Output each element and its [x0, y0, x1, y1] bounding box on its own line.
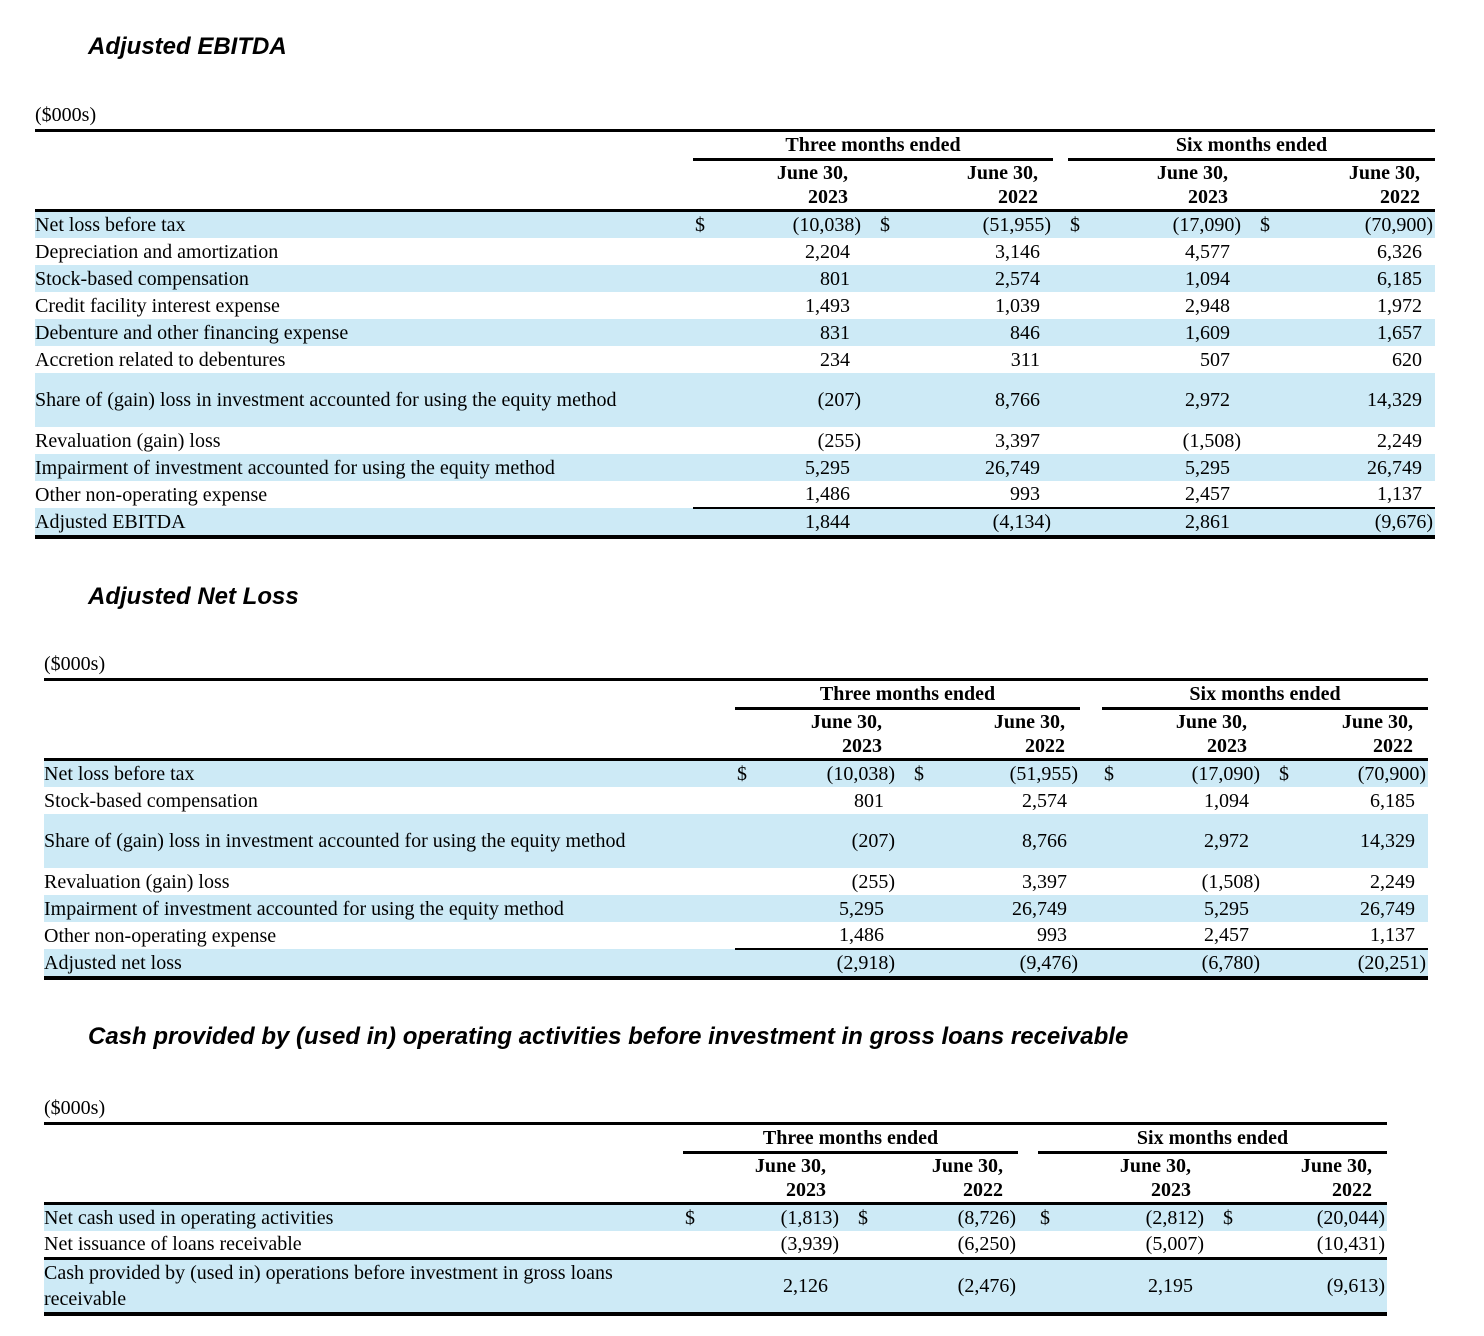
spacer-cell	[1080, 949, 1102, 978]
currency-cell	[863, 373, 895, 427]
currency-cell: $	[863, 211, 895, 239]
value-cell: (3,939)	[713, 1231, 841, 1259]
value-cell: 26,749	[895, 454, 1053, 481]
currency-cell: $	[841, 1204, 876, 1232]
spacer-cell	[897, 709, 932, 760]
value-cell: 2,204	[805, 240, 850, 263]
value-cell: 234	[820, 348, 850, 371]
value-cell: 1,609	[1098, 319, 1243, 346]
value-cell: (207)	[723, 373, 863, 427]
currency-cell	[693, 373, 723, 427]
value-cell: (5,007)	[1068, 1231, 1206, 1259]
value-cell: 1,844	[723, 508, 863, 537]
spacer-cell	[841, 1153, 876, 1204]
value-cell: 3,397	[1022, 870, 1067, 893]
col-header-june-30-2023: June 30, 2023	[1132, 709, 1262, 760]
currency-cell	[1243, 481, 1277, 508]
currency-cell	[863, 265, 895, 292]
spacer-cell	[1018, 1153, 1038, 1204]
value-cell: (17,090)	[1132, 760, 1262, 788]
value-cell: 1,137	[1277, 481, 1435, 508]
value-cell: 1,657	[1277, 319, 1435, 346]
value-cell: 5,295	[723, 454, 863, 481]
value-cell: 311	[1010, 348, 1040, 371]
value-cell: 4,577	[1185, 240, 1230, 263]
currency-cell	[1068, 346, 1098, 373]
currency-cell	[1262, 787, 1297, 814]
table-row	[35, 238, 1435, 265]
currency-cell	[897, 868, 932, 895]
value-cell: (20,044)	[1241, 1204, 1387, 1232]
row-label: Revaluation (gain) loss	[44, 870, 230, 893]
col-header-june-30-2023: June 30, 2023	[765, 709, 897, 760]
table-row	[35, 265, 1435, 292]
table-row	[44, 922, 1428, 949]
column-header-row	[35, 160, 1435, 211]
currency-cell	[693, 427, 723, 454]
spacer-cell	[1053, 481, 1068, 508]
spacer-cell	[1053, 211, 1068, 239]
column-group-row	[35, 131, 1435, 160]
value-cell: (6,250)	[876, 1231, 1018, 1259]
value-cell: 2,457	[1132, 922, 1262, 949]
currency-cell	[1102, 814, 1132, 868]
currency-cell	[863, 292, 895, 319]
value-cell: 2,948	[1185, 294, 1230, 317]
currency-cell	[1243, 265, 1277, 292]
spacer-cell	[1053, 346, 1068, 373]
row-label: Net cash used in operating activities	[44, 1204, 683, 1232]
currency-cell	[1068, 292, 1098, 319]
currency-cell: $	[897, 760, 932, 788]
table-row	[44, 787, 1428, 814]
units-row	[35, 100, 1435, 131]
value-cell: 620	[1392, 348, 1423, 371]
column-header-row	[44, 709, 1428, 760]
currency-cell	[735, 814, 765, 868]
col-header-june-30-2022: June 30, 2022	[895, 160, 1053, 211]
table-row	[44, 895, 1428, 922]
currency-cell	[1068, 319, 1098, 346]
section-title-adjusted-ebitda: Adjusted EBITDA	[88, 33, 287, 60]
currency-cell	[1243, 508, 1277, 537]
adjusted-ebitda-table	[35, 100, 1435, 539]
currency-cell	[693, 238, 723, 265]
currency-cell	[1068, 238, 1098, 265]
currency-cell	[1068, 427, 1098, 454]
col-group-six-months: Six months ended	[1102, 680, 1428, 709]
spacer-cell	[1053, 427, 1068, 454]
value-cell: (4,134)	[895, 508, 1053, 537]
value-cell: 14,329	[1277, 373, 1435, 427]
currency-cell	[1068, 265, 1098, 292]
value-cell: 5,295	[1098, 454, 1243, 481]
table-row	[35, 346, 1435, 373]
currency-cell	[683, 1231, 713, 1259]
spacer-cell	[35, 160, 693, 211]
value-cell: 2,126	[713, 1259, 841, 1315]
spacer-cell	[1068, 160, 1098, 211]
value-cell: 6,326	[1377, 240, 1423, 263]
spacer-cell	[1053, 131, 1068, 160]
spacer-cell	[1018, 1259, 1038, 1315]
value-cell: (10,038)	[723, 211, 863, 239]
row-label: Accretion related to debentures	[35, 348, 286, 371]
currency-cell	[693, 508, 723, 537]
row-label: Net loss before tax	[44, 760, 735, 788]
currency-cell	[693, 292, 723, 319]
value-cell: 6,185	[1277, 265, 1435, 292]
units-label: ($000s)	[44, 649, 1428, 680]
currency-cell	[863, 481, 895, 508]
currency-cell	[1243, 319, 1277, 346]
currency-cell: $	[735, 760, 765, 788]
units-row	[44, 649, 1428, 680]
spacer-cell	[1080, 895, 1102, 922]
currency-cell	[1102, 922, 1132, 949]
value-cell: 2,972	[1132, 814, 1262, 868]
spacer-cell	[1053, 319, 1068, 346]
value-cell: 1,486	[765, 922, 897, 949]
col-group-three-months: Three months ended	[735, 680, 1080, 709]
table-row	[35, 211, 1435, 239]
currency-cell	[735, 895, 765, 922]
currency-cell	[693, 481, 723, 508]
currency-cell	[1068, 454, 1098, 481]
total-row	[35, 508, 1435, 537]
value-cell: 26,749	[1277, 454, 1435, 481]
currency-cell	[863, 238, 895, 265]
spacer-cell	[1053, 238, 1068, 265]
currency-cell	[897, 787, 932, 814]
spacer-cell	[1080, 760, 1102, 788]
spacer-cell	[44, 1153, 683, 1204]
col-group-six-months: Six months ended	[1068, 131, 1435, 160]
table-row	[44, 814, 1428, 868]
column-group-row	[44, 680, 1428, 709]
currency-cell	[863, 319, 895, 346]
table-row	[35, 427, 1435, 454]
currency-cell	[1262, 868, 1297, 895]
currency-cell	[693, 454, 723, 481]
value-cell: (1,508)	[1201, 870, 1260, 893]
value-cell: (10,431)	[1241, 1231, 1387, 1259]
currency-cell	[1068, 481, 1098, 508]
currency-cell	[1243, 346, 1277, 373]
currency-cell	[1068, 508, 1098, 537]
value-cell: (70,900)	[1297, 760, 1428, 788]
value-cell: (51,955)	[932, 760, 1080, 788]
col-header-june-30-2022: June 30, 2022	[1277, 160, 1435, 211]
value-cell: 6,185	[1370, 789, 1416, 812]
table-row	[35, 454, 1435, 481]
col-group-three-months: Three months ended	[693, 131, 1053, 160]
col-header-june-30-2023: June 30, 2023	[723, 160, 863, 211]
units-label: ($000s)	[44, 1093, 1387, 1124]
section-title-cash-operating: Cash provided by (used in) operating activities before investment in gross loans receivable	[88, 1023, 1129, 1050]
table-row	[35, 373, 1435, 427]
value-cell: 2,574	[1022, 789, 1067, 812]
row-label: Credit facility interest expense	[35, 294, 280, 317]
value-cell: 993	[895, 481, 1053, 508]
currency-cell	[735, 949, 765, 978]
row-label: Other non-operating expense	[44, 924, 277, 947]
table-row	[35, 292, 1435, 319]
value-cell: 2,249	[1377, 429, 1423, 452]
total-row	[44, 1259, 1387, 1315]
value-cell: (9,676)	[1277, 508, 1435, 537]
spacer-cell	[1053, 454, 1068, 481]
currency-cell	[863, 454, 895, 481]
currency-cell	[897, 814, 932, 868]
value-cell: 846	[895, 319, 1053, 346]
spacer-cell	[1053, 508, 1068, 537]
value-cell: (8,726)	[876, 1204, 1018, 1232]
currency-cell	[1262, 922, 1297, 949]
spacer-cell	[1018, 1204, 1038, 1232]
column-group-row	[44, 1124, 1387, 1153]
value-cell: 3,146	[995, 240, 1040, 263]
row-label: Net loss before tax	[35, 211, 693, 239]
value-cell: 1,039	[995, 294, 1040, 317]
currency-cell: $	[1243, 211, 1277, 239]
row-label: Revaluation (gain) loss	[35, 429, 221, 452]
currency-cell: $	[1262, 760, 1297, 788]
spacer-cell	[735, 709, 765, 760]
row-label: Impairment of investment accounted for using the equity method	[35, 454, 693, 481]
spacer-cell	[1206, 1153, 1241, 1204]
value-cell: 1,486	[723, 481, 863, 508]
currency-cell	[1243, 292, 1277, 319]
currency-cell	[693, 319, 723, 346]
row-label: Impairment of investment accounted for using the equity method	[44, 895, 735, 922]
currency-cell: $	[1038, 1204, 1068, 1232]
row-label: Adjusted net loss	[44, 949, 735, 978]
value-cell: (1,508)	[1182, 429, 1241, 452]
spacer-cell	[1053, 265, 1068, 292]
row-label: Other non-operating expense	[35, 483, 268, 506]
currency-cell: $	[693, 211, 723, 239]
spacer-cell	[1053, 373, 1068, 427]
value-cell: 831	[723, 319, 863, 346]
currency-cell	[735, 787, 765, 814]
col-header-june-30-2023: June 30, 2023	[1098, 160, 1243, 211]
value-cell: 1,137	[1297, 922, 1428, 949]
spacer-cell	[1080, 922, 1102, 949]
currency-cell	[897, 895, 932, 922]
currency-cell	[1262, 949, 1297, 978]
value-cell: 5,295	[1132, 895, 1262, 922]
spacer-cell	[35, 131, 693, 160]
currency-cell	[1102, 868, 1132, 895]
spacer-cell	[44, 1124, 683, 1153]
col-header-june-30-2023: June 30, 2023	[1068, 1153, 1206, 1204]
row-label: Share of (gain) loss in investment accounted for using the equity method	[44, 814, 735, 868]
currency-cell	[735, 868, 765, 895]
spacer-cell	[1262, 709, 1297, 760]
value-cell: 5,295	[765, 895, 897, 922]
currency-cell	[1206, 1259, 1241, 1315]
currency-cell	[1243, 238, 1277, 265]
currency-cell	[841, 1259, 876, 1315]
row-label: Net issuance of loans receivable	[44, 1231, 683, 1259]
col-header-june-30-2022: June 30, 2022	[876, 1153, 1018, 1204]
spacer-cell	[1080, 814, 1102, 868]
value-cell: (2,476)	[876, 1259, 1018, 1315]
row-label: Cash provided by (used in) operations before investment in gross loans receivable	[44, 1259, 683, 1315]
currency-cell	[1243, 427, 1277, 454]
spacer-cell	[1080, 868, 1102, 895]
col-header-june-30-2023: June 30, 2023	[713, 1153, 841, 1204]
value-cell: 1,094	[1098, 265, 1243, 292]
currency-cell	[1038, 1259, 1068, 1315]
currency-cell	[897, 949, 932, 978]
col-group-six-months: Six months ended	[1038, 1124, 1387, 1153]
currency-cell	[1102, 895, 1132, 922]
spacer-cell	[1080, 709, 1102, 760]
value-cell: 1,493	[805, 294, 850, 317]
value-cell: (20,251)	[1297, 949, 1428, 978]
col-header-june-30-2022: June 30, 2022	[1297, 709, 1428, 760]
value-cell: (9,613)	[1241, 1259, 1387, 1315]
value-cell: 801	[854, 789, 884, 812]
row-label: Stock-based compensation	[44, 789, 258, 812]
currency-cell	[693, 346, 723, 373]
currency-cell: $	[1068, 211, 1098, 239]
table-row	[44, 1204, 1387, 1232]
currency-cell	[897, 922, 932, 949]
spacer-cell	[1018, 1231, 1038, 1259]
spacer-cell	[1053, 160, 1068, 211]
currency-cell	[693, 265, 723, 292]
row-label: Debenture and other financing expense	[35, 319, 693, 346]
column-header-row	[44, 1153, 1387, 1204]
spacer-cell	[1038, 1153, 1068, 1204]
value-cell: (6,780)	[1132, 949, 1262, 978]
spacer-cell	[693, 160, 723, 211]
currency-cell	[1262, 814, 1297, 868]
currency-cell	[863, 427, 895, 454]
value-cell: (9,476)	[932, 949, 1080, 978]
currency-cell	[863, 508, 895, 537]
spacer-cell	[44, 709, 735, 760]
currency-cell	[1068, 373, 1098, 427]
value-cell: 2,457	[1098, 481, 1243, 508]
spacer-cell	[683, 1153, 713, 1204]
value-cell: 507	[1200, 348, 1230, 371]
col-header-june-30-2022: June 30, 2022	[1241, 1153, 1387, 1204]
currency-cell: $	[1102, 760, 1132, 788]
value-cell: (17,090)	[1098, 211, 1243, 239]
col-group-three-months: Three months ended	[683, 1124, 1018, 1153]
value-cell: 26,749	[1297, 895, 1428, 922]
row-label: Depreciation and amortization	[35, 240, 279, 263]
spacer-cell	[1080, 680, 1102, 709]
total-row	[44, 949, 1428, 978]
table-row	[35, 319, 1435, 346]
adjusted-net-loss-table	[44, 649, 1428, 980]
section-title-adjusted-net-loss: Adjusted Net Loss	[88, 583, 299, 610]
value-cell: 2,195	[1068, 1259, 1206, 1315]
row-label: Share of (gain) loss in investment accounted for using the equity method	[35, 373, 693, 427]
currency-cell	[1243, 454, 1277, 481]
row-label: Adjusted EBITDA	[35, 508, 693, 537]
spacer-cell	[1018, 1124, 1038, 1153]
value-cell: 2,574	[895, 265, 1053, 292]
value-cell: (1,813)	[713, 1204, 841, 1232]
value-cell: 1,972	[1377, 294, 1423, 317]
value-cell: (2,918)	[765, 949, 897, 978]
units-row	[44, 1093, 1387, 1124]
value-cell: 1,094	[1204, 789, 1249, 812]
value-cell: 993	[932, 922, 1080, 949]
spacer-cell	[1243, 160, 1277, 211]
spacer-cell	[863, 160, 895, 211]
currency-cell: $	[1206, 1204, 1241, 1232]
value-cell: 3,397	[995, 429, 1040, 452]
value-cell: 14,329	[1297, 814, 1428, 868]
currency-cell	[683, 1259, 713, 1315]
table-row	[44, 760, 1428, 788]
value-cell: (255)	[817, 429, 861, 452]
currency-cell	[1038, 1231, 1068, 1259]
value-cell: 2,972	[1098, 373, 1243, 427]
units-label: ($000s)	[35, 100, 1435, 131]
value-cell: 2,249	[1370, 870, 1416, 893]
value-cell: (70,900)	[1277, 211, 1435, 239]
currency-cell	[1243, 373, 1277, 427]
row-label: Stock-based compensation	[35, 265, 693, 292]
value-cell: (207)	[765, 814, 897, 868]
value-cell: 26,749	[932, 895, 1080, 922]
currency-cell	[1206, 1231, 1241, 1259]
currency-cell	[1102, 787, 1132, 814]
currency-cell	[841, 1231, 876, 1259]
currency-cell	[735, 922, 765, 949]
cash-operating-table	[44, 1093, 1387, 1316]
spacer-cell	[44, 680, 735, 709]
table-row	[44, 868, 1428, 895]
value-cell: (255)	[851, 870, 895, 893]
currency-cell	[1262, 895, 1297, 922]
value-cell: 801	[723, 265, 863, 292]
value-cell: (51,955)	[895, 211, 1053, 239]
value-cell: 2,861	[1098, 508, 1243, 537]
value-cell: (2,812)	[1068, 1204, 1206, 1232]
table-row	[35, 481, 1435, 508]
spacer-cell	[1102, 709, 1132, 760]
value-cell: 8,766	[895, 373, 1053, 427]
value-cell: 8,766	[932, 814, 1080, 868]
spacer-cell	[1053, 292, 1068, 319]
spacer-cell	[1080, 787, 1102, 814]
currency-cell: $	[683, 1204, 713, 1232]
col-header-june-30-2022: June 30, 2022	[932, 709, 1080, 760]
value-cell: (10,038)	[765, 760, 897, 788]
currency-cell	[1102, 949, 1132, 978]
currency-cell	[863, 346, 895, 373]
table-row	[44, 1231, 1387, 1259]
